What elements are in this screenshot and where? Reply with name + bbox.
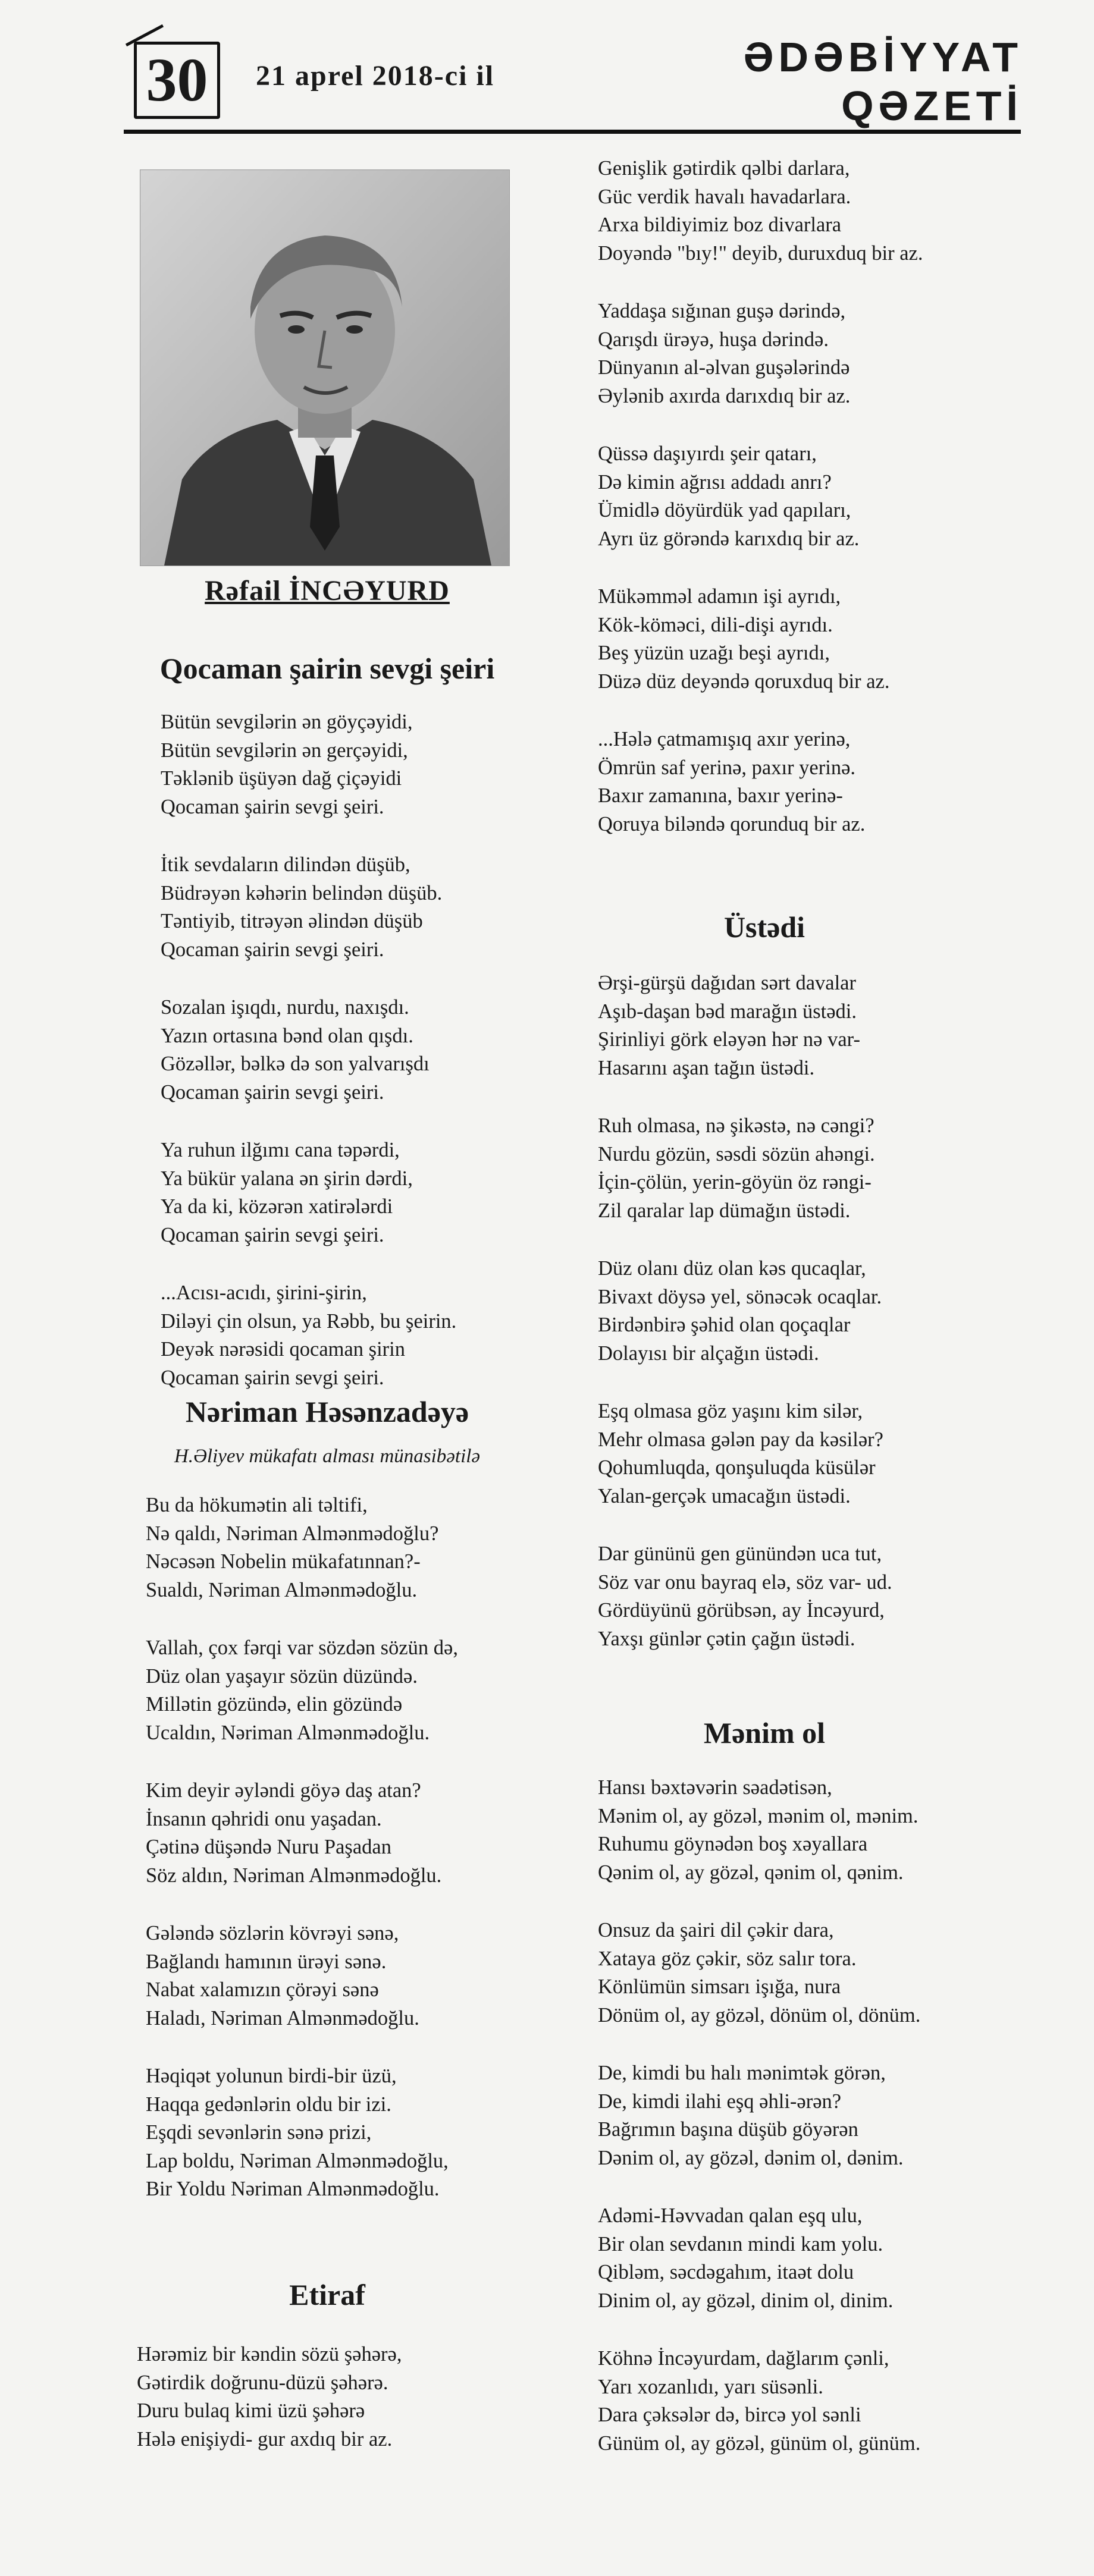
poem-line: Qocaman şairin sevgi şeiri.	[161, 938, 384, 961]
poem-line: Nəcəsən Nobelin mükafatınnan?-	[146, 1550, 421, 1573]
poem-line: Qarışdı ürəyə, huşa dərində.	[598, 328, 829, 351]
poem-line: Qibləm, səcdəgahım, itaət dolu	[598, 2261, 854, 2283]
poem-line: Doyəndə "bıy!" deyib, duruxduq bir az.	[598, 241, 923, 265]
poem-line: Hərəmiz bir kəndin sözü şəhərə,	[137, 2343, 402, 2365]
poem-line: Birdənbirə şəhid olan qoçaqlar	[598, 1314, 851, 1336]
stanza	[598, 1255, 1026, 1368]
stanza	[598, 1112, 1026, 1225]
poem-line: Gətirdik doğrunu-düzü şəhərə.	[137, 2371, 388, 2394]
poem-line: Dinim ol, ay gözəl, dinim ol, dinim.	[598, 2289, 894, 2312]
poem-line: Gördüyünü görübsən, ay İncəyurd,	[598, 1599, 885, 1622]
poem-line: Sualdı, Nəriman Almənmədoğlu.	[146, 1578, 418, 1601]
poem-line: Düzə düz deyəndə qoruxduq bir az.	[598, 670, 890, 693]
poem-line: Ucaldın, Nəriman Almənmədoğlu.	[146, 1721, 430, 1744]
poem-line: Genişlik gətirdik qəlbi darlara,	[598, 157, 850, 180]
poem-etiraf	[137, 2277, 577, 2454]
poem-line: Günüm ol, ay gözəl, günüm ol, günüm.	[598, 2432, 921, 2455]
poem-line: Yalan-gerçək umacağın üstədi.	[598, 1484, 851, 1507]
poem-line: Dara çəksələr də, bircə yol sənli	[598, 2404, 861, 2426]
poem-line: Təklənib üşüyən dağ çiçəyidi	[161, 767, 402, 790]
stanza	[161, 994, 577, 1107]
poem-line: İçin-çölün, yerin-göyün öz rəngi-	[598, 1171, 872, 1193]
poem-line: Haqqa gedənlərin oldu bir izi.	[146, 2093, 391, 2116]
poem-menim-ol	[598, 1716, 1026, 2458]
stanza	[146, 1920, 577, 2032]
poem-line: Dolayısı bir alçağın üstədi.	[598, 1342, 819, 1365]
poem-line: Çətinə düşəndə Nuru Paşadan	[146, 1836, 391, 1858]
poem-line: Ya ruhun ilğımı cana təpərdi,	[161, 1139, 400, 1161]
stanza	[598, 1540, 1026, 1653]
stanza	[598, 1397, 1026, 1510]
poem-line: Bağrımın başına düşüb göyərən	[598, 2118, 858, 2141]
poem-line: Eşqdi sevənlərin sənə prizi,	[146, 2121, 372, 2144]
poem-line: Aşıb-daşan bəd marağın üstədi.	[598, 1000, 857, 1023]
stanza	[598, 297, 1026, 410]
author-name: Rəfail İNCƏYURD	[205, 575, 450, 607]
poem-line: Güc verdik havalı havadarlara.	[598, 185, 851, 208]
poem-line: Ayrı üz görəndə karıxdıq bir az.	[598, 527, 860, 550]
poem-line: Hələ enişiydi- gur axdıq bir az.	[137, 2427, 393, 2451]
poem-line: Mehr olmasa gələn pay da kəsilər?	[598, 1428, 883, 1451]
author-photo	[140, 169, 510, 566]
poem-title: Qocaman şairin sevgi şeiri	[159, 652, 495, 685]
poem-line: Dar gününü gen günündən uca tut,	[598, 1543, 882, 1565]
poem-line: Qüssə daşıyırdı şeir qatarı,	[598, 442, 817, 465]
stanza	[146, 2062, 577, 2204]
poem-subtitle: H.Əliyev mükafatı alması münasibətilə	[174, 1446, 481, 1467]
stanza	[598, 2059, 1026, 2172]
poem-line: Düz olanı düz olan kəs qucaqlar,	[598, 1257, 866, 1280]
poem-line: Duru bulaq kimi üzü şəhərə	[137, 2399, 365, 2422]
stanza	[598, 725, 1026, 838]
poem-line: Dünyanın al-əlvan guşələrində	[598, 356, 850, 379]
stanza	[598, 155, 1026, 268]
poem-line: Köhnə İncəyurdam, dağlarım çənli,	[598, 2347, 889, 2370]
poem-line: Ümidlə döyürdük yad qapıları,	[598, 499, 851, 522]
poem-line: Bağlandı hamının ürəyi sənə.	[146, 1950, 387, 1973]
poem-line: Nabat xalamızın çörəyi sənə	[146, 1978, 379, 2001]
poem-line: Qocaman şairin sevgi şeiri.	[161, 1366, 384, 1389]
poem-neriman	[137, 1394, 577, 2204]
poem-line: Yaddaşa sığınan guşə dərində,	[598, 300, 846, 322]
stanza	[598, 583, 1026, 696]
poem-line: Baxır zamanına, baxır yerinə-	[598, 784, 843, 807]
poem-title: Üstədi	[723, 910, 805, 944]
newspaper-title-line1: ƏDƏBİYYAT	[743, 34, 1023, 80]
poem-line: Ruhumu göynədən boş xəyallara	[598, 1833, 868, 1855]
poem-line: Hasarını aşan tağın üstədi.	[598, 1056, 815, 1079]
poem-line: Ya da ki, közərən xatirələrdi	[161, 1195, 393, 1218]
poem-line: Mükəmməl adamın işi ayrıdı,	[598, 585, 841, 608]
poem-line: ...Hələ çatmamışıq axır yerinə,	[598, 728, 851, 750]
stanza	[161, 1279, 577, 1392]
poem-line: Bir olan sevdanın mindi kam yolu.	[598, 2232, 883, 2255]
poem-line: Qocaman şairin sevgi şeiri.	[161, 1223, 384, 1246]
stanza	[598, 2345, 1026, 2458]
poem-line: Dənim ol, ay gözəl, dənim ol, dənim.	[598, 2146, 904, 2169]
poem-line: Ömrün saf yerinə, paxır yerinə.	[598, 756, 856, 779]
header-rule	[124, 130, 1021, 134]
poem-qocaman	[137, 651, 577, 1392]
poem-line: Kim deyir əyləndi göyə daş atan?	[146, 1779, 421, 1802]
poem-line: Gözəllər, bəlkə də son yalvarışdı	[161, 1053, 430, 1075]
poem-line: Zil qaralar lap dümağın üstədi.	[598, 1199, 851, 1222]
poem-body	[137, 2341, 577, 2454]
poem-line: Vallah, çox fərqi var sözdən sözün də,	[146, 1636, 458, 1659]
stanza	[146, 1634, 577, 1747]
poem-title: Mənim ol	[703, 1716, 826, 1749]
poem-line: Yaxşı günlər çətin çağın üstədi.	[598, 1627, 855, 1650]
poem-line: Qocaman şairin sevgi şeiri.	[161, 1080, 384, 1104]
poem-line: Ərşi-gürşü dağıdan sərt davalar	[598, 972, 856, 994]
poem-line: Qənim ol, ay gözəl, qənim ol, qənim.	[598, 1861, 904, 1884]
poem-line: Büdrəyən kəhərin belindən düşüb.	[161, 881, 443, 904]
stanza	[161, 1136, 577, 1249]
poem-line: De, kimdi bu halı mənimtək görən,	[598, 2062, 886, 2084]
poem-line: Qohumluqda, qonşuluqda küsülər	[598, 1456, 876, 1479]
poem-line: Adəmi-Həvvadan qalan eşq ulu,	[598, 2204, 863, 2227]
poem-line: Də kimin ağrısı addadı anrı?	[598, 470, 832, 494]
masthead	[0, 0, 1094, 140]
newspaper-title-line2: QƏZETİ	[841, 83, 1023, 129]
poem-line: Söz var onu bayraq elə, söz var- ud.	[598, 1570, 892, 1594]
poem-ustedi	[598, 910, 1026, 1653]
stanza	[146, 1491, 577, 1604]
stanza	[598, 2202, 1026, 2315]
stanza	[598, 969, 1026, 1082]
poem-line: Xataya göz çəkir, söz salır tora.	[598, 1947, 857, 1970]
poem-line: Ruh olmasa, nə şikəstə, nə cəngi?	[598, 1114, 874, 1137]
newspaper-title	[744, 33, 1023, 130]
stanza	[137, 2341, 577, 2454]
poem-line: İnsanın qəhridi onu yaşadan.	[146, 1807, 382, 1830]
poem-line: İtik sevdaların dilindən düşüb,	[161, 853, 410, 876]
poem-line: Mənim ol, ay gözəl, mənim ol, mənim.	[598, 1804, 919, 1827]
stanza	[598, 1774, 1026, 1887]
stanza	[598, 440, 1026, 553]
poem-body	[137, 708, 577, 1392]
poem-line: Deyək nərəsidi qocaman şirin	[161, 1338, 405, 1361]
poem-line: Əylənib axırda darıxdıq bir az.	[598, 384, 851, 407]
poem-line: Nurdu gözün, səsdi sözün ahəngi.	[598, 1142, 875, 1166]
poem-line: Düz olan yaşayır sözün düzündə.	[146, 1664, 418, 1688]
poem-line: Kök-köməci, dili-dişi ayrıdı.	[598, 613, 833, 636]
poem-line: Onsuz da şairi dil çəkir dara,	[598, 1919, 834, 1942]
poem-title: Etiraf	[289, 2278, 365, 2311]
stanza	[598, 1917, 1026, 2030]
stanza	[161, 851, 577, 964]
poem-line: De, kimdi ilahi eşq əhli-ərən?	[598, 2090, 842, 2113]
poem-title: Nəriman Həsənzadəyə	[185, 1395, 469, 1428]
poem-body	[598, 155, 1026, 838]
poem-etiraf-continued	[598, 155, 1026, 838]
poem-line: Millətin gözündə, elin gözündə	[146, 1693, 403, 1716]
poem-line: Sozalan işıqdı, nurdu, naxışdı.	[161, 996, 409, 1019]
poem-line: Bivaxt döysə yel, sönəcək ocaqlar.	[598, 1285, 882, 1308]
poem-line: Dönüm ol, ay gözəl, dönüm ol, dönüm.	[598, 2003, 921, 2027]
poem-line: Könlümün simsarı işığa, nura	[598, 1975, 841, 1998]
stanza	[146, 1777, 577, 1890]
poem-line: Bir Yoldu Nəriman Almənmədoğlu.	[146, 2178, 440, 2200]
poem-line: Hansı bəxtəvərin səadətisən,	[598, 1776, 832, 1799]
author-photo-image	[140, 170, 509, 566]
poem-body	[598, 969, 1026, 1653]
stanza	[161, 708, 577, 821]
poem-line: Eşq olmasa göz yaşını kim silər,	[598, 1400, 863, 1422]
page-number: 30	[134, 42, 220, 119]
poem-line: Ya bükür yalana ən şirin dərdi,	[161, 1167, 413, 1190]
poem-line: Gələndə sözlərin kövrəyi sənə,	[146, 1922, 399, 1944]
poem-line: Bütün sevgilərin ən göyçəyidi,	[161, 711, 413, 733]
poem-body	[598, 1774, 1026, 2458]
poem-line: Yarı xozanlıdı, yarı süsənli.	[598, 2375, 823, 2398]
issue-date: 21 aprel 2018-ci il	[256, 60, 495, 92]
poem-line: Yazın ortasına bənd olan qışdı.	[161, 1024, 413, 1047]
poem-line: Təntiyib, titrəyən əlindən düşüb	[161, 910, 423, 932]
poem-line: Söz aldın, Nəriman Almənmədoğlu.	[146, 1864, 442, 1887]
poem-line: Nə qaldı, Nəriman Almənmədoğlu?	[146, 1522, 439, 1545]
poem-line: Bütün sevgilərin ən gerçəyidi,	[161, 739, 408, 762]
poem-line: Haladı, Nəriman Almənmədoğlu.	[146, 2006, 419, 2030]
poem-line: Lap boldu, Nəriman Almənmədoğlu,	[146, 2149, 449, 2172]
left-column	[137, 169, 577, 2451]
poem-line: ...Acısı-acıdı, şirini-şirin,	[161, 1281, 367, 1304]
poem-line: Qoruya biləndə qorunduq bir az.	[598, 812, 866, 835]
poem-line: Arxa bildiyimiz boz divarlara	[598, 213, 842, 236]
poem-line: Beş yüzün uzağı beşi ayrıdı,	[598, 642, 830, 664]
poem-line: Bu da hökumətin ali təltifi,	[146, 1494, 368, 1516]
poem-line: Diləyi çin olsun, ya Rəbb, bu şeirin.	[161, 1309, 457, 1333]
poem-body	[137, 1491, 577, 2204]
poem-line: Şirinliyi görk eləyən hər nə var-	[598, 1028, 860, 1051]
poem-line: Həqiqət yolunun birdi-bir üzü,	[146, 2065, 397, 2087]
poem-line: Qocaman şairin sevgi şeiri.	[161, 795, 384, 818]
